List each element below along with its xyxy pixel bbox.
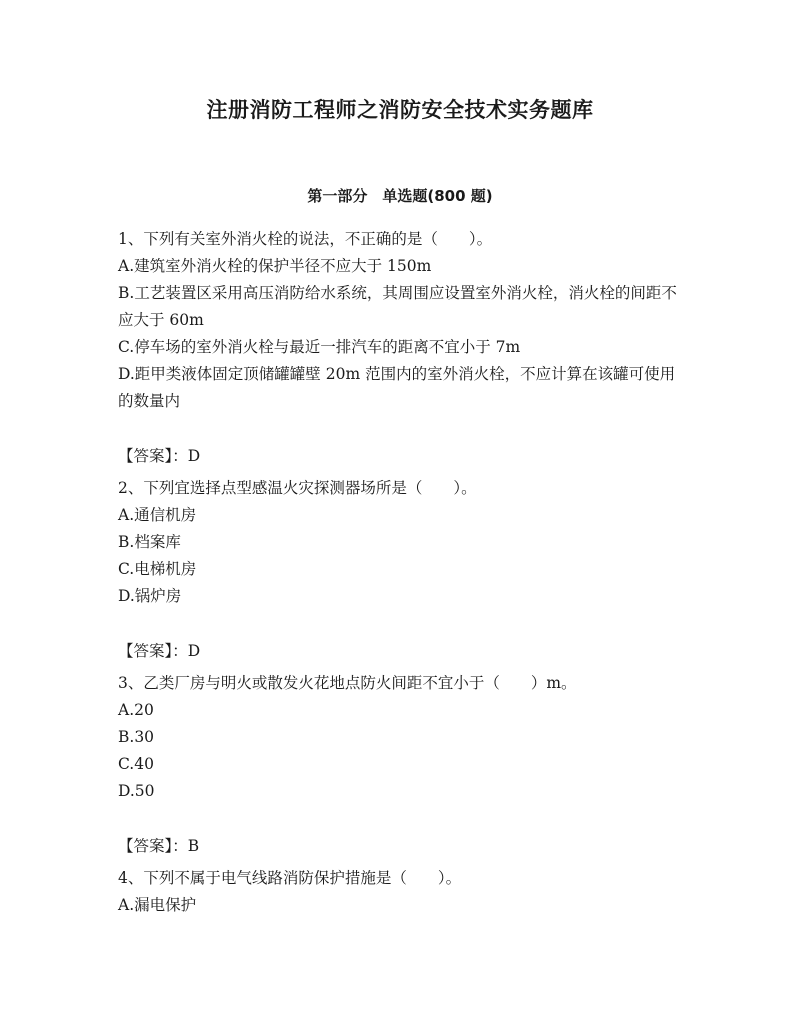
question-2 [118, 475, 678, 665]
option-d: D.距甲类液体固定顶储罐罐壁 20m 范围内的室外消火栓，不应计算在该罐可使用的数量内 [118, 365, 676, 410]
option-c: C.40 [118, 755, 154, 773]
section-title: 第一部分 单选题(800 题) [307, 187, 493, 205]
option-c: C.电梯机房 [118, 560, 197, 578]
question-stem: 2、下列宜选择点型感温火灾探测器场所是（ ）。 [118, 479, 477, 497]
question-4 [118, 865, 678, 919]
option-d: D.锅炉房 [118, 587, 182, 605]
answer: 【答案】：D [118, 642, 201, 660]
document-title: 注册消防工程师之消防安全技术实务题库 [206, 98, 594, 122]
question-stem: 3、乙类厂房与明火或散发火花地点防火间距不宜小于（ ）m。 [118, 674, 577, 692]
option-a: A.20 [118, 701, 154, 719]
question-3 [118, 670, 678, 860]
question-1 [118, 226, 678, 470]
question-list [118, 226, 678, 919]
option-a: A.漏电保护 [118, 896, 197, 914]
option-a: A.通信机房 [118, 506, 197, 524]
option-b: B.30 [118, 728, 155, 746]
option-c: C.停车场的室外消火栓与最近一排汽车的距离不宜小于 7m [118, 338, 521, 356]
option-b: B.工艺装置区采用高压消防给水系统，其周围应设置室外消火栓，消火栓的间距不应大于 60m [118, 284, 677, 329]
option-b: B.档案库 [118, 533, 181, 551]
option-d: D.50 [118, 782, 155, 800]
question-stem: 1、下列有关室外消火栓的说法，不正确的是（ ）。 [118, 230, 493, 248]
answer: 【答案】：D [118, 447, 201, 465]
option-a: A.建筑室外消火栓的保护半径不应大于 150m [118, 257, 432, 275]
answer: 【答案】：B [118, 837, 200, 855]
question-stem: 4、下列不属于电气线路消防保护措施是（ ）。 [118, 869, 462, 887]
